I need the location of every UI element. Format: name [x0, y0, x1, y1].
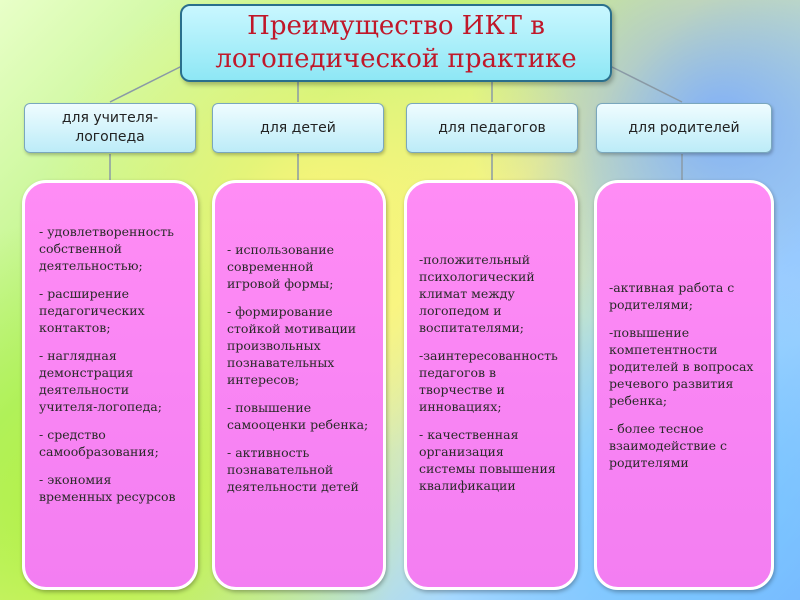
connector-title-to-col1: [110, 66, 182, 102]
list-item: -заинтересованность педагогов в творчестве и инновациях;: [419, 348, 558, 414]
list-item: -повышение компетентности родителей в вопросах речевого развития ребенка;: [609, 325, 754, 408]
header-educators: [406, 103, 578, 153]
list-item: - расширение педагогических контактов;: [39, 286, 145, 335]
list-item: -положительный психологический климат между логопедом и воспитателями;: [419, 252, 535, 335]
card-children: [212, 180, 386, 590]
header-teacher-speech-therapist: [24, 103, 196, 153]
list-item: - удовлетворенность собственной деятельностью;: [39, 224, 174, 273]
header-line: для родителей: [628, 119, 740, 136]
list-item: - формирование стойкой мотивации произвольных познавательных интересов;: [227, 304, 357, 387]
list-item: - активность познавательной деятельности детей: [227, 445, 359, 494]
title-line-2: логопедической практике: [215, 44, 577, 74]
list-item: - качественная организация системы повышения квалификации: [419, 427, 556, 493]
list-item: - средство самообразования;: [39, 427, 159, 459]
header-line: для учителя-: [61, 110, 159, 126]
header-line: логопеда: [75, 129, 145, 145]
card-educators: [404, 180, 578, 590]
header-line: для педагогов: [438, 119, 546, 136]
header-line: для детей: [260, 119, 336, 136]
list-item: - повышение самооценки ребенка;: [227, 400, 369, 432]
connector-title-to-col4: [610, 66, 682, 102]
card-teacher-speech-therapist: [22, 180, 198, 590]
list-item: - использование современной игровой формы;: [227, 242, 335, 291]
list-item: -активная работа с родителями;: [609, 280, 735, 312]
list-item: - экономия временных ресурсов: [39, 472, 176, 504]
list-item: - наглядная демонстрация деятельности учителя-логопеда;: [39, 348, 162, 414]
header-parents: [596, 103, 772, 153]
title-line-1: Преимущество ИКТ в: [247, 11, 545, 41]
list-item: - более тесное взаимодействие с родителями: [609, 421, 727, 470]
header-children: [212, 103, 384, 153]
diagram-title: [180, 4, 612, 82]
card-parents: [594, 180, 774, 590]
